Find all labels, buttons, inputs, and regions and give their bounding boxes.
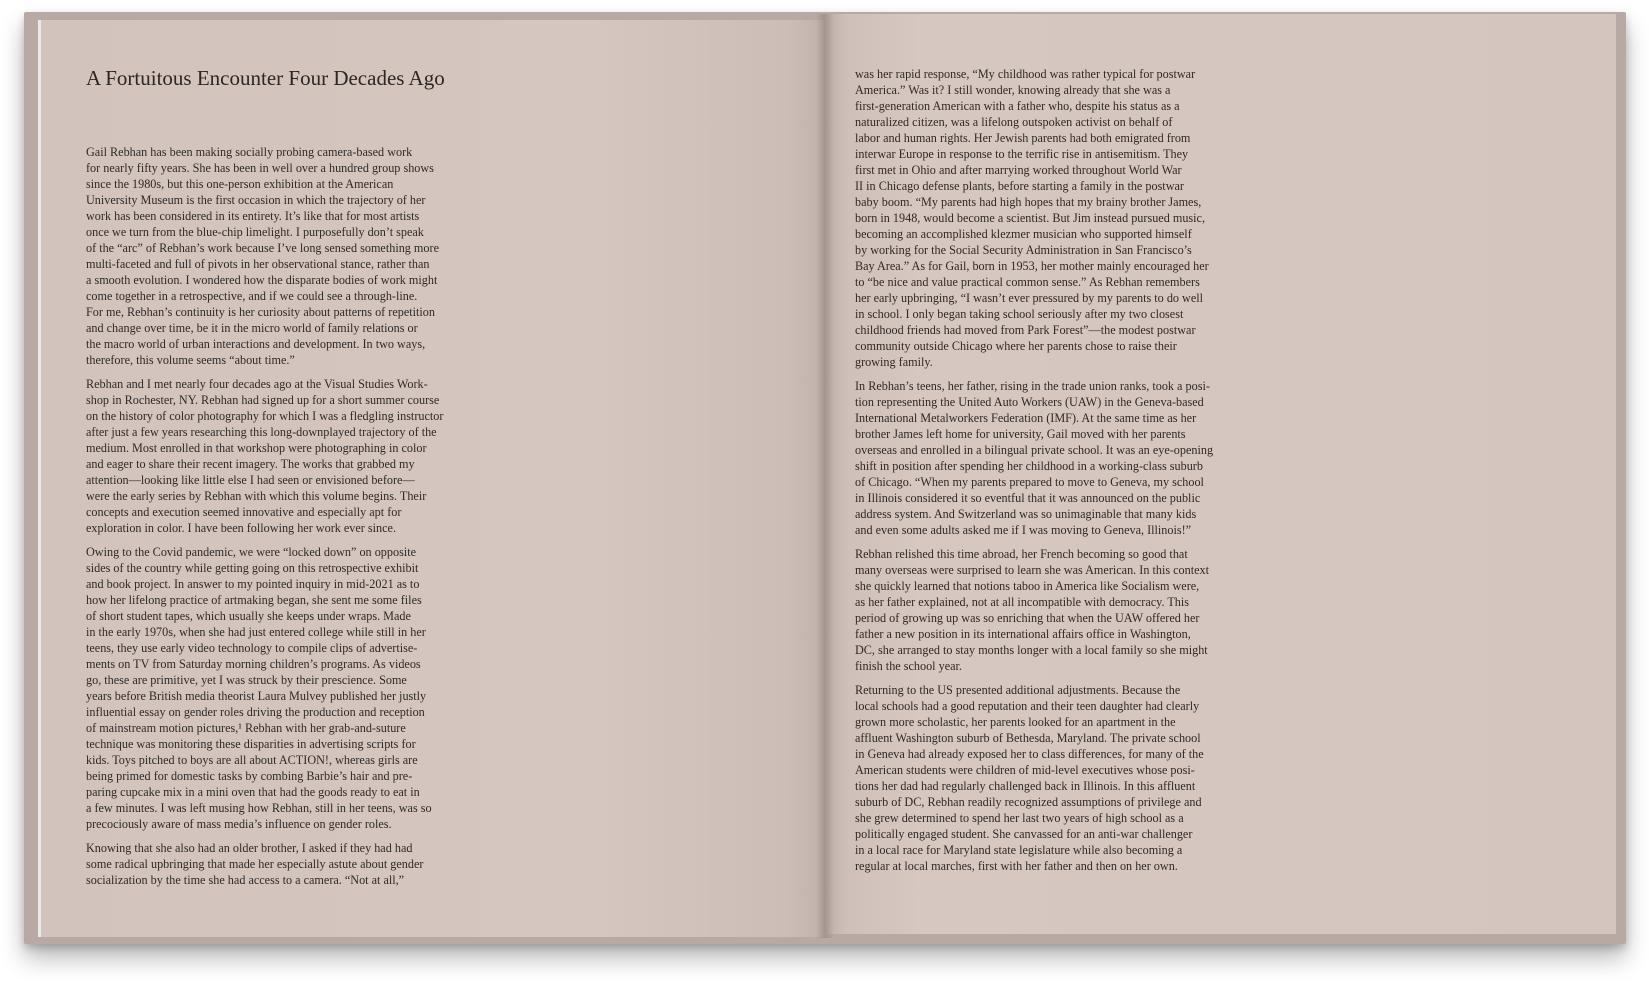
text-line: baby boom. “My parents had high hopes that my brainy brother James, — [855, 195, 1202, 209]
text-line: of mainstream motion pictures,¹ Rebhan with her grab-and-suture — [86, 721, 406, 735]
paragraph — [86, 376, 516, 536]
text-line: period of growing up was so enriching that when the UAW offered her — [855, 611, 1200, 625]
text-line: years before British media theorist Laura Mulvey published her justly — [86, 689, 427, 703]
text-line: a few minutes. I was left musing how Rebhan, still in her teens, was so — [86, 801, 432, 815]
text-line: Rebhan relished this time abroad, her French becoming so good that — [855, 547, 1188, 561]
text-line: affluent Washington suburb of Bethesda, Maryland. The private school — [855, 731, 1201, 745]
text-line: as her father explained, not at all incompatible with democracy. This — [855, 595, 1190, 609]
text-line: father a new position in its international affairs office in Washington, — [855, 627, 1191, 641]
text-line: in the early 1970s, when she had just entered college while still in her — [86, 625, 426, 639]
text-line: concepts and execution seemed innovative and especially apt for — [86, 505, 402, 519]
text-line: International Metalworkers Federation (IMF). At the same time as her — [855, 411, 1197, 425]
text-line: University Museum is the first occasion in which the trajectory of her — [86, 193, 426, 207]
text-line: once we turn from the blue-chip limelight. I purposefully don’t speak — [86, 225, 424, 239]
text-line: multi-faceted and full of pivots in her observational stance, rather than — [86, 257, 430, 271]
text-line: labor and human rights. Her Jewish parents had both emigrated from — [855, 131, 1191, 145]
text-line: come together in a retrospective, and if we could see a through-line. — [86, 289, 418, 303]
text-line: regular at local marches, first with her father and then on her own. — [855, 859, 1178, 873]
text-line: in Illinois considered it so eventful that it was announced on the public — [855, 491, 1201, 505]
text-line: brother James left home for university, Gail moved with her parents — [855, 427, 1186, 441]
text-line: since the 1980s, but this one-person exhibition at the American — [86, 177, 394, 191]
text-line: after just a few years researching this long-downplayed trajectory of the — [86, 425, 437, 439]
text-line: becoming an accomplished klezmer musician who supported himself — [855, 227, 1192, 241]
text-line: precociously aware of mass media’s influence on gender roles. — [86, 817, 392, 831]
text-line: childhood friends had moved from Park Forest”—the modest postwar — [855, 323, 1196, 337]
text-line: ments on TV from Saturday morning children’s programs. As videos — [86, 657, 421, 671]
text-line: tion representing the United Auto Workers (UAW) in the Geneva-based — [855, 395, 1204, 409]
text-line: paring cupcake mix in a mini oven that had the goods ready to eat in — [86, 785, 420, 799]
text-line: kids. Toys pitched to boys are all about ACTION!, whereas girls are — [86, 753, 418, 767]
text-line: DC, she arranged to stay months longer with a local family so she might — [855, 643, 1208, 657]
text-line: and eager to share their recent imagery. The works that grabbed my — [86, 457, 415, 471]
text-line: and even some adults asked me if I was moving to Geneva, Illinois!” — [855, 523, 1192, 537]
text-line: Owing to the Covid pandemic, we were “locked down” on opposite — [86, 545, 416, 559]
text-line: for nearly fifty years. She has been in well over a hundred group shows — [86, 161, 434, 175]
text-line: socialization by the time she had access to a camera. “Not at all,” — [86, 873, 405, 887]
text-line: in school. I only began taking school seriously after my two closest — [855, 307, 1184, 321]
text-line: in a local race for Maryland state legislature while also becoming a — [855, 843, 1183, 857]
text-line: Gail Rebhan has been making socially probing camera-based work — [86, 145, 413, 159]
text-line: grown more scholastic, her parents looked for an apartment in the — [855, 715, 1176, 729]
text-line: was her rapid response, “My childhood was rather typical for postwar — [855, 67, 1196, 81]
text-line: influential essay on gender roles driving the production and reception — [86, 705, 425, 719]
book-gutter — [816, 14, 834, 938]
text-line: exploration in color. I have been following her work ever since. — [86, 521, 397, 535]
text-line: some radical upbringing that made her especially astute about gender — [86, 857, 424, 871]
text-line: technique was monitoring these disparities in advertising scripts for — [86, 737, 416, 751]
text-line: suburb of DC, Rebhan readily recognized assumptions of privilege and — [855, 795, 1202, 809]
paragraph — [855, 378, 1285, 538]
text-line: to “be nice and value practical common sense.” As Rebhan remembers — [855, 275, 1200, 289]
text-line: in Geneva had already exposed her to class differences, for many of the — [855, 747, 1204, 761]
text-line: first met in Ohio and after marrying worked throughout World War — [855, 163, 1182, 177]
text-line: Bay Area.” As for Gail, born in 1953, her mother mainly encouraged her — [855, 259, 1209, 273]
text-line: naturalized citizen, was a lifelong outspoken activist on behalf of — [855, 115, 1173, 129]
text-line: overseas and enrolled in a bilingual private school. It was an eye-opening — [855, 443, 1214, 457]
text-line: many overseas were surprised to learn she was American. In this context — [855, 563, 1210, 577]
text-line: she grew determined to spend her last two years of high school as a — [855, 811, 1184, 825]
text-line: a smooth evolution. I wondered how the disparate bodies of work might — [86, 273, 438, 287]
text-line: America.” Was it? I still wonder, knowing already that she was a — [855, 83, 1171, 97]
text-line: Rebhan and I met nearly four decades ago at the Visual Studies Work- — [86, 377, 428, 391]
text-line: therefore, this volume seems “about time.” — [86, 353, 295, 367]
text-line: interwar Europe in response to the terrific rise in antisemitism. They — [855, 147, 1189, 161]
text-line: first-generation American with a father who, despite his status as a — [855, 99, 1180, 113]
text-line: of short student tapes, which usually she keeps under wraps. Made — [86, 609, 411, 623]
text-line: teens, they use early video technology to compile clips of advertise- — [86, 641, 418, 655]
right-text-column — [855, 66, 1285, 882]
left-text-column — [86, 144, 516, 896]
text-line: born in 1948, would become a scientist. But Jim instead pursued music, — [855, 211, 1206, 225]
text-line: work has been considered in its entirety. It’s like that for most artists — [86, 209, 420, 223]
text-line: politically engaged student. She canvassed for an anti-war challenger — [855, 827, 1193, 841]
text-line: and book project. In answer to my pointed inquiry in mid-2021 as to — [86, 577, 420, 591]
text-line: sides of the country while getting going on this retrospective exhibit — [86, 561, 419, 575]
text-line: shop in Rochester, NY. Rebhan had signed up for a short summer course — [86, 393, 440, 407]
text-line: how her lifelong practice of artmaking began, she sent me some files — [86, 593, 422, 607]
text-line: on the history of color photography for which I was a fledgling instructor — [86, 409, 444, 423]
text-line: growing family. — [855, 355, 933, 369]
text-line: community outside Chicago where her parents chose to raise their — [855, 339, 1177, 353]
text-line: Knowing that she also had an older brother, I asked if they had had — [86, 841, 413, 855]
text-line: medium. Most enrolled in that workshop were photographing in color — [86, 441, 427, 455]
paragraph — [86, 144, 516, 368]
text-line: For me, Rebhan’s continuity is her curiosity about patterns of repetition — [86, 305, 435, 319]
chapter-title: A Fortuitous Encounter Four Decades Ago — [86, 66, 445, 90]
text-line: tions her dad had regularly challenged back in Illinois. In this affluent — [855, 779, 1196, 793]
text-line: Returning to the US presented additional adjustments. Because the — [855, 683, 1181, 697]
text-line: the macro world of urban interactions and development. In two ways, — [86, 337, 426, 351]
text-line: II in Chicago defense plants, before starting a family in the postwar — [855, 179, 1184, 193]
text-line: of the “arc” of Rebhan’s work because I’ve long sensed something more — [86, 241, 439, 255]
paragraph — [86, 544, 516, 832]
paragraph — [855, 682, 1285, 874]
text-line: by working for the Social Security Administration in San Francisco’s — [855, 243, 1192, 257]
text-line: local schools had a good reputation and their teen daughter had clearly — [855, 699, 1200, 713]
text-line: and change over time, be it in the micro world of family relations or — [86, 321, 418, 335]
text-line: her early upbringing, “I wasn’t ever pressured by my parents to do well — [855, 291, 1204, 305]
paragraph — [86, 840, 516, 888]
paragraph — [855, 66, 1285, 370]
text-line: being primed for domestic tasks by combing Barbie’s hair and pre- — [86, 769, 413, 783]
text-line: shift in position after spending her childhood in a working-class suburb — [855, 459, 1203, 473]
text-line: In Rebhan’s teens, her father, rising in the trade union ranks, took a posi- — [855, 379, 1210, 393]
text-line: finish the school year. — [855, 659, 962, 673]
text-line: address system. And Switzerland was so unimaginable that many kids — [855, 507, 1197, 521]
text-line: attention—looking like little else I had seen or envisioned before— — [86, 473, 415, 487]
text-line: she quickly learned that notions taboo in America like Socialism were, — [855, 579, 1200, 593]
paragraph — [855, 546, 1285, 674]
text-line: American students were children of mid-level executives whose posi- — [855, 763, 1195, 777]
text-line: of Chicago. “When my parents prepared to move to Geneva, my school — [855, 475, 1204, 489]
text-line: go, these are primitive, yet I was struck by their prescience. Some — [86, 673, 407, 687]
text-line: were the early series by Rebhan with which this volume begins. Their — [86, 489, 427, 503]
